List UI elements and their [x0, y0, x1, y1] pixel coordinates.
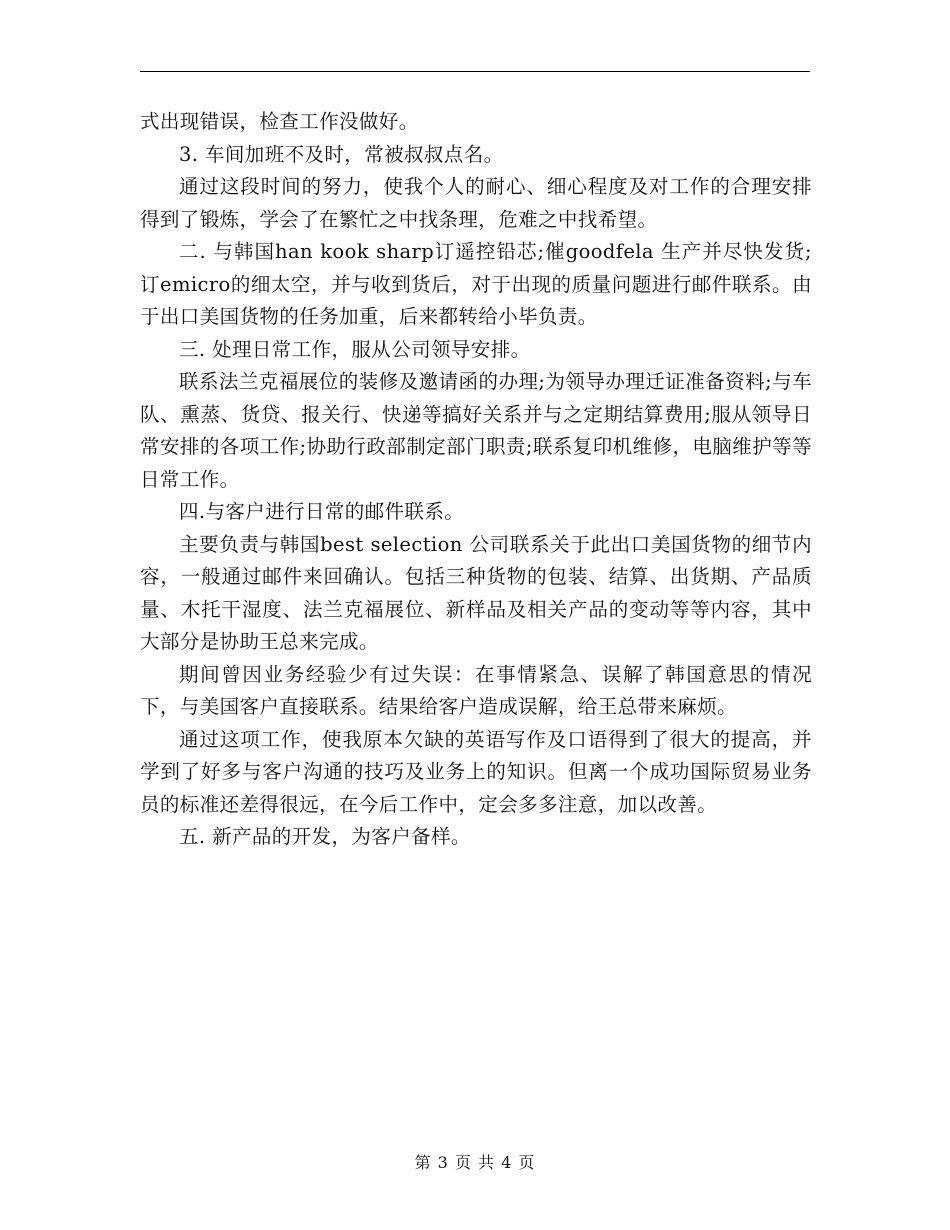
paragraph-summary-2: 通过这项工作，使我原本欠缺的英语写作及口语得到了很大的提高，并学到了好多与客户沟通的技巧及业务上的知识。但离一个成功国际贸易业务员的标准还差得很远，在今后工作中，定会多多注意，加以改善。 [140, 727, 812, 816]
paragraph-continuation: 式出现错误，检查工作没做好。 [140, 110, 419, 133]
paragraph-daily-work: 联系法兰克福展位的装修及邀请函的办理;为领导办理迁证准备资料;与车队、熏蒸、货贷、报关行、快递等搞好关系并与之定期结算费用;服从领导日常安排的各项工作;协助行政部制定部门职责;联系复印机维修，电脑维护等等日常工作。 [140, 370, 812, 491]
paragraph-section-2: 二. 与韩国han kook sharp订遥控铅芯;催goodfela 生产并尽快发货;订emicro的细太空，并与收到货后，对于出现的质量问题进行邮件联系。由于出口美国货物的任务加重，后来都转给小毕负责。 [140, 240, 812, 328]
paragraph-section-4: 四.与客户进行日常的邮件联系。 [179, 500, 465, 523]
header-rule [140, 71, 810, 72]
paragraph-item-3: 3. 车间加班不及时，常被叔叔点名。 [179, 142, 504, 166]
paragraph-section-3: 三. 处理日常工作，服从公司领导安排。 [179, 337, 531, 361]
paragraph-summary-1: 通过这段时间的努力，使我个人的耐心、细心程度及对工作的合理安排得到了锻炼，学会了在繁忙之中找条理，危难之中找希望。 [140, 175, 812, 231]
paragraph-mistake: 期间曾因业务经验少有过失误：在事情紧急、误解了韩国意思的情况下，与美国客户直接联系。结果给客户造成误解，给王总带来麻烦。 [140, 662, 812, 718]
paragraph-section-5: 五. 新产品的开发，为客户备样。 [179, 825, 471, 848]
paragraph-main-duty: 主要负责与韩国best selection 公司联系关于此出口美国货物的细节内容，一般通过邮件来回确认。包括三种货物的包装、结算、出货期、产品质量、木托干湿度、法兰克福展位、新样品及相关产品的变动等等内容，其中大部分是协助王总来完成。 [140, 532, 812, 653]
document-body [140, 106, 812, 854]
page-number: 第 3 页 共 4 页 [414, 1153, 536, 1172]
